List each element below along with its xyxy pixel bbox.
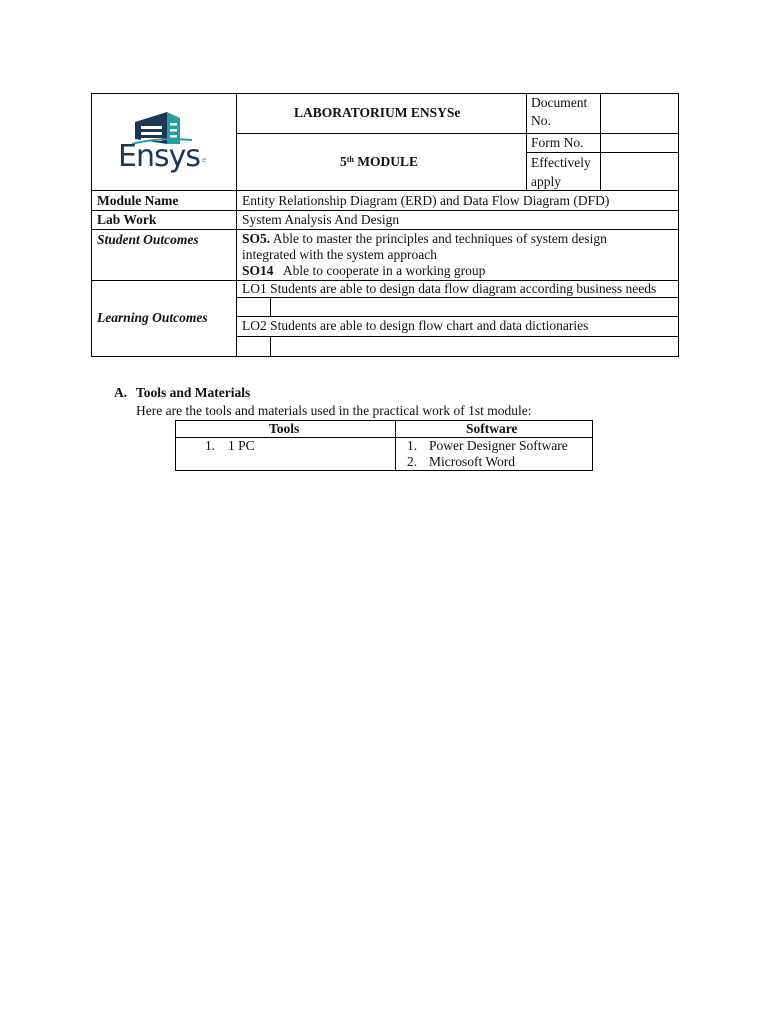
module-word: MODULE [357,154,418,169]
module-name-label: Module Name [97,193,179,208]
module-suffix: th [346,155,354,164]
student-outcomes-label: Student Outcomes [97,232,199,247]
learning-outcomes-label: Learning Outcomes [97,310,208,325]
effective-label-1: Effectively [531,155,591,170]
section-a-letter: A. [114,385,128,400]
software-item-number: 1. [407,438,418,453]
software-item-text: Microsoft Word [429,454,516,469]
so14-code: SO14 [242,263,274,278]
lab-work-label: Lab Work [97,212,157,227]
software-item-text: Power Designer Software [429,438,568,453]
section-a-heading: Tools and Materials [136,385,251,400]
module-name-value: Entity Relationship Diagram (ERD) and Data Flow Diagram (DFD) [242,193,610,208]
doc-no-label-2: No. [531,113,551,128]
lo2-text: LO2 Students are able to design flow chart and data dictionaries [242,318,589,333]
effective-label-2: apply [531,174,561,189]
so5-code: SO5. [242,231,271,246]
logo-wordmark: Ensys [118,139,200,174]
module-title [340,154,418,170]
tools-item-text: 1 PC [228,438,255,453]
lab-title: LABORATORIUM ENSYSe [294,105,461,120]
so14-line [242,263,485,279]
software-item-number: 2. [407,454,418,469]
so14-text: Able to cooperate in a working group [273,263,486,278]
module-number: 5 [340,154,347,169]
software-header: Software [466,421,518,436]
tools-header: Tools [269,421,300,436]
so5-text-continued: integrated with the system approach [242,247,437,262]
so5-line [242,231,607,247]
logo-mark: e [202,156,207,164]
so5-text: Able to master the principles and techniques of system design [270,231,607,246]
ensys-logo [112,104,212,184]
doc-no-label-1: Document [531,95,588,110]
lo1-text: LO1 Students are able to design data flow diagram according business needs [242,281,657,296]
tools-item-number: 1. [205,438,216,453]
section-a-intro: Here are the tools and materials used in the practical work of 1st module: [136,403,532,418]
form-no-label: Form No. [531,135,584,150]
lab-work-value: System Analysis And Design [242,212,400,227]
